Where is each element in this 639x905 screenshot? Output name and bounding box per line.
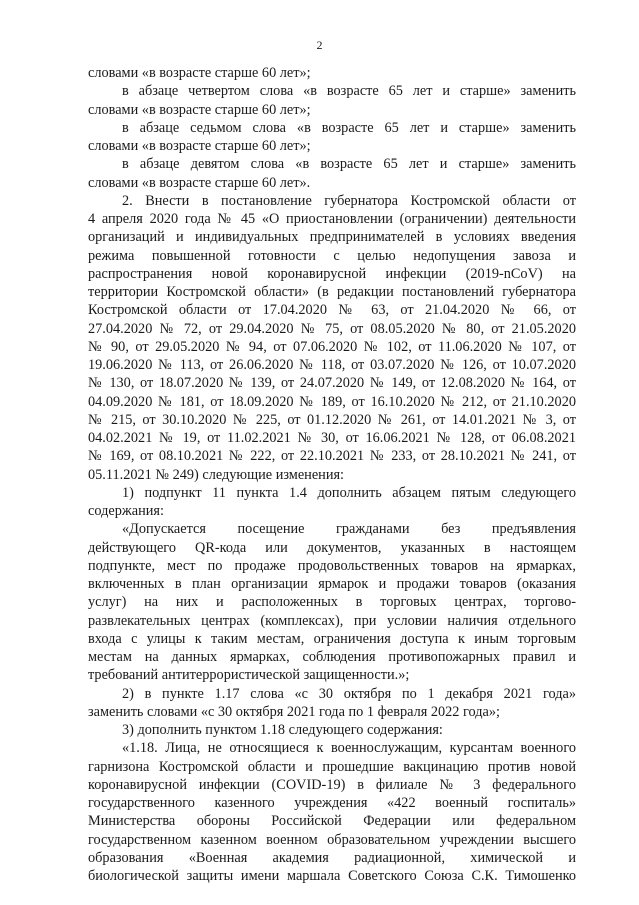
text-line: 2) в пункте 1.17 слова «с 30 октября по 1 декабря 2021 года»	[122, 685, 576, 702]
text-line: № 90, от 29.05.2020 № 94, от 07.06.2020 № 102, от 11.06.2020 № 107, от	[88, 338, 576, 355]
text-line: 27.04.2020 № 72, от 29.04.2020 № 75, от 08.05.2020 № 80, от 21.05.2020	[88, 320, 576, 337]
text-line: Министерства обороны Российской Федерации или федеральном	[88, 813, 576, 830]
text-line: в абзаце четвертом слова «в возрасте 65 лет и старше» заменить	[122, 83, 576, 100]
text-line: местам на данных ярмарках, соблюдения противопожарных правил и	[88, 649, 576, 665]
text-line: входа с улицы к таким местам, ограничения доступа к иным торговым	[88, 630, 576, 647]
text-line: включенных в план организации ярмарок и продажи товаров (оказания	[88, 576, 576, 592]
text-line: действующего QR-кода или документов, указанных в настоящем	[88, 539, 576, 556]
document-body	[88, 64, 576, 885]
text-line: биологической защиты имени маршала Советского Союза С.К. Тимошенко	[88, 868, 576, 884]
text-line: 19.06.2020 № 113, от 26.06.2020 № 118, от 03.07.2020 № 126, от 10.07.2020	[88, 357, 576, 373]
text-line: «Допускается посещение гражданами без предъявления	[122, 521, 576, 538]
text-line: режима повышенной готовности с целью недопущения завоза и	[88, 247, 576, 264]
text-line: № 130, от 18.07.2020 № 139, от 24.07.2020 № 149, от 12.08.2020 № 164, от	[88, 375, 576, 392]
text-line: 04.09.2020 № 181, от 18.09.2020 № 189, от 16.10.2020 № 212, от 21.10.2020	[88, 393, 576, 410]
text-line: содержания:	[88, 503, 164, 519]
text-line: словами «в возрасте старше 60 лет»;	[88, 65, 311, 81]
text-line: образования «Военная академия радиационной, химической и	[88, 849, 576, 866]
text-line: в абзаце седьмом слова «в возрасте 65 лет и старше» заменить	[122, 119, 576, 136]
text-line: территории Костромской области» (в редакции постановлений губернатора	[88, 284, 576, 300]
text-line: распространения новой коронавирусной инфекции (2019-nCoV) на	[88, 265, 576, 282]
text-line: коронавирусной инфекции (COVID-19) в филиале № 3 федерального	[88, 776, 576, 793]
text-line: словами «в возрасте старше 60 лет»;	[88, 101, 311, 118]
text-line: государственного казенного учреждения «422 военный госпиталь»	[88, 795, 576, 811]
text-line: Костромской области от 17.04.2020 № 63, от 21.04.2020 № 66, от	[88, 302, 576, 319]
text-line: № 215, от 30.10.2020 № 225, от 01.12.2020 № 261, от 14.01.2021 № 3, от	[88, 411, 576, 428]
text-line: развлекательных центрах (комплексах), при условии наличия отдельного	[88, 612, 576, 629]
text-line: 05.11.2021 № 249) следующие изменения:	[88, 466, 345, 483]
text-line: заменить словами «с 30 октября 2021 года по 1 февраля 2022 года»;	[88, 703, 501, 720]
text-line: требований антитеррористической защищенности.»;	[88, 667, 410, 684]
text-line: «1.18. Лица, не относящиеся к военнослужащим, курсантам военного	[122, 740, 576, 757]
text-line: гарнизона Костромской области и прошедшие вакцинацию против новой	[88, 758, 576, 775]
text-line: словами «в возрасте старше 60 лет».	[88, 174, 311, 191]
text-line: 4 апреля 2020 года № 45 «О приостановлении (ограничении) деятельности	[88, 211, 576, 227]
text-line: словами «в возрасте старше 60 лет»;	[88, 138, 311, 154]
text-line: № 169, от 08.10.2021 № 222, от 22.10.2021 № 233, от 28.10.2021 № 241, от	[88, 448, 576, 465]
text-line: государственном казенном военном образовательном учреждении высшего	[88, 831, 576, 848]
text-line: 1) подпункт 11 пункта 1.4 дополнить абзацем пятым следующего	[122, 484, 576, 501]
text-line: подпункте, мест по продаже продовольственных товаров на ярмарках,	[88, 557, 576, 574]
text-line: 3) дополнить пунктом 1.18 следующего содержания:	[122, 722, 443, 738]
text-line: услуг) на них и расположенных в торговых центрах, торгово-	[88, 594, 576, 611]
text-line: в абзаце девятом слова «в возрасте 65 лет и старше» заменить	[122, 156, 576, 173]
text-line: организаций и индивидуальных предпринимателей в условиях введения	[88, 229, 576, 246]
text-line: 04.02.2021 № 19, от 11.02.2021 № 30, от 16.06.2021 № 128, от 06.08.2021	[88, 430, 576, 446]
page-number: 2	[316, 38, 323, 52]
text-line: 2. Внести в постановление губернатора Костромской области от	[122, 192, 576, 209]
